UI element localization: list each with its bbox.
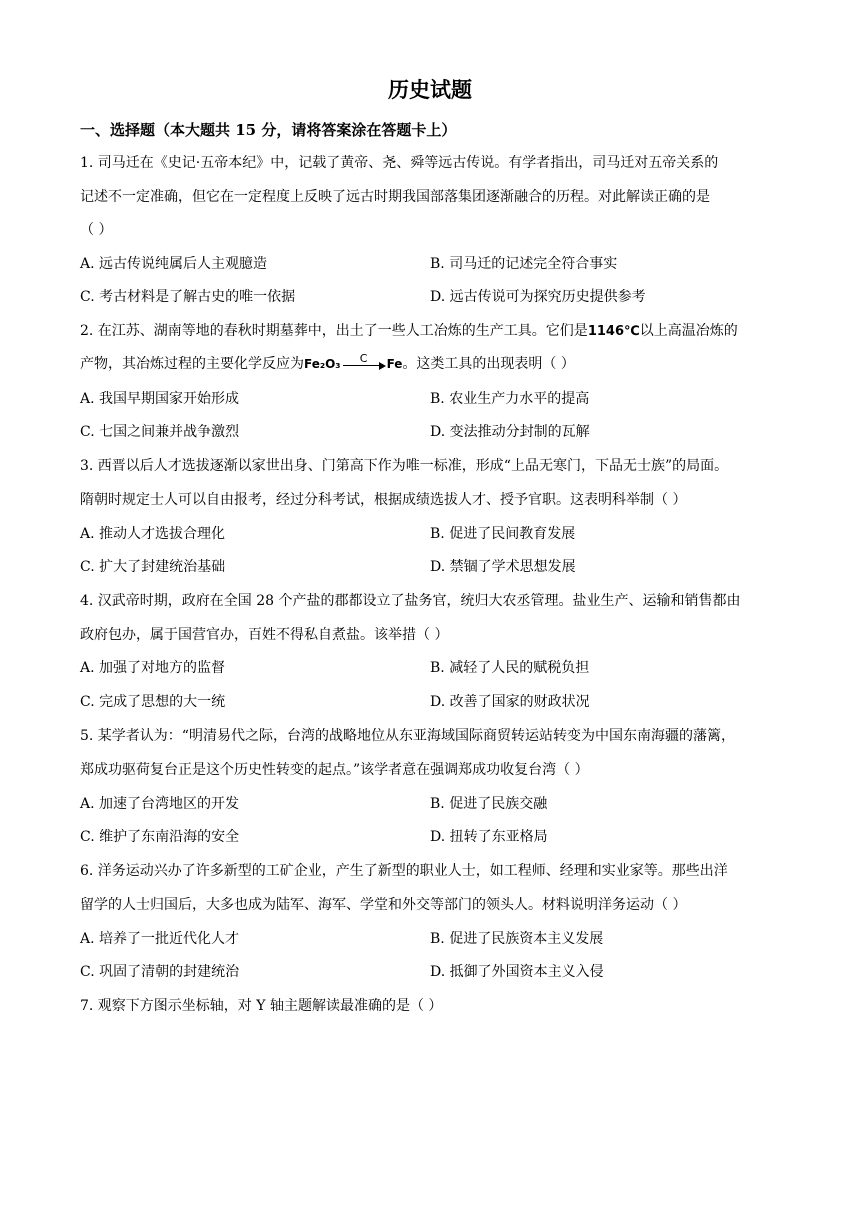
question-1-option-a[interactable]: A. 远古传说纯属后人主观臆造 (80, 256, 268, 272)
question-2-line-2 (80, 354, 575, 374)
question-4-option-a[interactable]: A. 加强了对地方的监督 (80, 660, 226, 676)
question-6-line-2: 留学的人士归国后，大多也成为陆军、海军、学堂和外交等部门的领头人。材料说明洋务运动（ ） (80, 897, 687, 913)
question-2-text-b: 以上高温冶炼的 (639, 323, 738, 339)
question-5-line-1: 5. 某学者认为：“明清易代之际，台湾的战略地位从东亚海域国际商贸转运站转变为中国东南海疆的藩篱， (80, 728, 735, 744)
question-1-option-d[interactable]: D. 远古传说可为探究历史提供参考 (430, 289, 646, 305)
question-5-option-c[interactable]: C. 维护了东南沿海的安全 (80, 829, 240, 845)
question-6-option-d[interactable]: D. 抵御了外国资本主义入侵 (430, 964, 604, 980)
question-5-line-2: 郑成功驱荷复台正是这个历史性转变的起点。”该学者意在强调郑成功收复台湾（ ） (80, 762, 589, 778)
question-5-option-a[interactable]: A. 加速了台湾地区的开发 (80, 796, 240, 812)
arrow-shaft (343, 365, 381, 366)
question-6-option-a[interactable]: A. 培养了一批近代化人才 (80, 931, 240, 947)
question-1-option-c[interactable]: C. 考古材料是了解古史的唯一依据 (80, 289, 296, 305)
question-4-line-2: 政府包办，属于国营官办，百姓不得私自煮盐。该举措（ ） (80, 627, 449, 643)
temperature-value: 1146℃ (587, 324, 640, 339)
question-1-line-3: （ ） (80, 222, 113, 238)
question-1-line-2: 记述不一定准确，但它在一定程度上反映了远古时期我国部落集团逐渐融合的历程。对此解读正确的是 (80, 189, 710, 205)
question-4-option-d[interactable]: D. 改善了国家的财政状况 (430, 694, 590, 710)
question-4-option-c[interactable]: C. 完成了思想的大一统 (80, 694, 226, 710)
question-3-line-2: 隋朝时规定士人可以自由报考，经过分科考试，根据成绩选拔人才、授予官职。这表明科举制（ ） (80, 492, 687, 508)
question-4-line-1: 4. 汉武帝时期，政府在全国 28 个产盐的郡都设立了盐务官，统归大农丞管理。盐业生产、运输和销售都由 (80, 593, 741, 609)
page-title: 历史试题 (388, 77, 472, 102)
question-3-line-1: 3. 西晋以后人才选拔逐渐以家世出身、门第高下作为唯一标准，形成“上品无寒门，下品无士族”的局面。 (80, 458, 729, 474)
question-3-option-c[interactable]: C. 扩大了封建统治基础 (80, 559, 226, 575)
question-5-option-b[interactable]: B. 促进了民族交融 (430, 796, 548, 812)
question-4-option-b[interactable]: B. 减轻了人民的赋税负担 (430, 660, 590, 676)
question-3-option-b[interactable]: B. 促进了民间教育发展 (430, 526, 576, 542)
question-2-option-b[interactable]: B. 农业生产力水平的提高 (430, 391, 590, 407)
question-2-text-d: 。这类工具的出现表明（ ） (402, 356, 575, 372)
question-1-option-b[interactable]: B. 司马迁的记述完全符合事实 (430, 256, 618, 272)
question-1-line-1: 1. 司马迁在《史记·五帝本纪》中，记载了黄帝、尧、舜等远古传说。有学者指出，司马迁对五帝关系的 (80, 155, 719, 171)
question-2-option-a[interactable]: A. 我国早期国家开始形成 (80, 391, 240, 407)
catalyst-label: C (359, 352, 368, 365)
question-2-text-a: 2. 在江苏、湖南等地的春秋时期墓葬中，出土了一些人工冶炼的生产工具。它们是 (80, 323, 588, 339)
question-6-line-1: 6. 洋务运动兴办了许多新型的工矿企业，产生了新型的职业人士，如工程师、经理和实业家等。那些出洋 (80, 863, 728, 879)
question-7-line-1: 7. 观察下方图示坐标轴，对 Y 轴主题解读最准确的是（ ） (80, 998, 443, 1014)
arrow-head-icon (379, 362, 386, 370)
reaction-arrow (341, 352, 387, 371)
question-6-option-b[interactable]: B. 促进了民族资本主义发展 (430, 931, 604, 947)
question-6-option-c[interactable]: C. 巩固了清朝的封建统治 (80, 964, 240, 980)
question-3-option-a[interactable]: A. 推动人才选拔合理化 (80, 526, 226, 542)
product-formula: Fe (386, 357, 403, 371)
question-2-line-1 (80, 321, 738, 342)
question-5-option-d[interactable]: D. 扭转了东亚格局 (430, 829, 548, 845)
reactant-formula: Fe₂O₃ (304, 357, 341, 371)
question-2-text-c: 产物，其冶炼过程的主要化学反应为 (80, 356, 304, 372)
question-2-option-c[interactable]: C. 七国之间兼并战争激烈 (80, 424, 240, 440)
question-3-option-d[interactable]: D. 禁锢了学术思想发展 (430, 559, 576, 575)
question-2-option-d[interactable]: D. 变法推动分封制的瓦解 (430, 424, 590, 440)
section-heading: 一、选择题（本大题共 15 分，请将答案涂在答题卡上） (80, 121, 457, 139)
